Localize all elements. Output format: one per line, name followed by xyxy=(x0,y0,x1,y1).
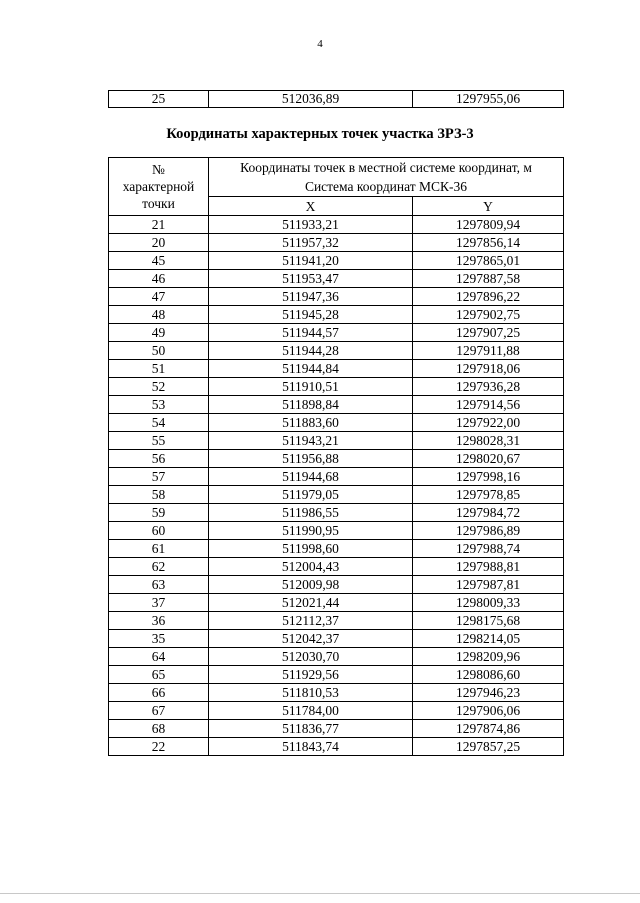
table-row xyxy=(109,576,564,594)
x-coordinate-cell: 511943,21 xyxy=(209,432,413,450)
point-number-cell: 46 xyxy=(109,270,209,288)
table-row xyxy=(109,720,564,738)
point-number-cell: 65 xyxy=(109,666,209,684)
coordinates-table xyxy=(108,157,564,756)
table-row xyxy=(109,486,564,504)
x-coordinate-cell: 511810,53 xyxy=(209,684,413,702)
point-number-cell: 35 xyxy=(109,630,209,648)
table-row xyxy=(109,216,564,234)
table-row xyxy=(109,648,564,666)
point-number-cell: 45 xyxy=(109,252,209,270)
x-coordinate-cell: 511944,68 xyxy=(209,468,413,486)
x-column-header: X xyxy=(209,197,413,216)
y-coordinate-cell: 1297911,88 xyxy=(413,342,564,360)
table-row xyxy=(109,288,564,306)
table-row xyxy=(109,504,564,522)
header-num-line1: № xyxy=(152,162,165,177)
x-coordinate-cell: 511944,84 xyxy=(209,360,413,378)
y-coordinate-cell: 1297856,14 xyxy=(413,234,564,252)
y-coordinate-cell: 1297918,06 xyxy=(413,360,564,378)
y-coordinate-cell: 1297857,25 xyxy=(413,738,564,756)
point-number-cell: 21 xyxy=(109,216,209,234)
point-number-cell: 37 xyxy=(109,594,209,612)
table-row xyxy=(109,738,564,756)
x-coordinate-cell: 511998,60 xyxy=(209,540,413,558)
header-num-line2: характерной xyxy=(122,179,195,194)
x-coordinate-cell: 512112,37 xyxy=(209,612,413,630)
table-row xyxy=(109,306,564,324)
x-coordinate-cell: 511944,28 xyxy=(209,342,413,360)
x-coordinate-cell: 512030,70 xyxy=(209,648,413,666)
x-coordinate-cell: 511843,74 xyxy=(209,738,413,756)
y-coordinate-cell: 1297987,81 xyxy=(413,576,564,594)
y-coordinate-cell: 1297988,74 xyxy=(413,540,564,558)
point-number-cell: 51 xyxy=(109,360,209,378)
table-body xyxy=(109,216,564,756)
y-coordinate-cell: 1297984,72 xyxy=(413,504,564,522)
y-coordinate-cell: 1298028,31 xyxy=(413,432,564,450)
point-number-cell: 61 xyxy=(109,540,209,558)
x-coordinate-cell: 511957,32 xyxy=(209,234,413,252)
y-coordinate-cell: 1297986,89 xyxy=(413,522,564,540)
point-number-cell: 58 xyxy=(109,486,209,504)
table-row xyxy=(109,432,564,450)
x-coordinate-cell: 511898,84 xyxy=(209,396,413,414)
bottom-divider xyxy=(0,893,640,894)
table-row xyxy=(109,414,564,432)
table-row xyxy=(109,684,564,702)
point-number-cell: 36 xyxy=(109,612,209,630)
point-number-cell: 66 xyxy=(109,684,209,702)
point-number-cell: 47 xyxy=(109,288,209,306)
coordinates-header xyxy=(209,158,564,197)
y-coordinate-cell: 1297902,75 xyxy=(413,306,564,324)
point-number-header xyxy=(109,158,209,216)
section-title: Координаты характерных точек участка ЗРЗ-3 xyxy=(166,126,474,142)
point-number-cell: 59 xyxy=(109,504,209,522)
table-header-row xyxy=(109,158,564,197)
table-row xyxy=(109,540,564,558)
y-coordinate-cell: 1297896,22 xyxy=(413,288,564,306)
y-coordinate-cell: 1297887,58 xyxy=(413,270,564,288)
table-row xyxy=(109,270,564,288)
table-row xyxy=(109,450,564,468)
point-number-cell: 53 xyxy=(109,396,209,414)
y-coordinate-cell: 1297865,01 xyxy=(413,252,564,270)
table-row xyxy=(109,396,564,414)
point-number-cell: 57 xyxy=(109,468,209,486)
table-row xyxy=(109,234,564,252)
table-row xyxy=(109,666,564,684)
y-column-header: Y xyxy=(413,197,564,216)
table-row xyxy=(109,468,564,486)
y-coordinate-cell: 1297907,25 xyxy=(413,324,564,342)
table-row xyxy=(109,91,564,108)
y-coordinate-cell: 1297936,28 xyxy=(413,378,564,396)
x-coordinate-cell: 511784,00 xyxy=(209,702,413,720)
y-coordinate-cell: 1298086,60 xyxy=(413,666,564,684)
table-row xyxy=(109,252,564,270)
table-row xyxy=(109,324,564,342)
point-number-cell: 55 xyxy=(109,432,209,450)
table-row xyxy=(109,612,564,630)
header-coords-line2: Система координат МСК-36 xyxy=(304,179,468,194)
point-number-cell: 60 xyxy=(109,522,209,540)
point-number-cell: 54 xyxy=(109,414,209,432)
table-row xyxy=(109,342,564,360)
point-number-cell: 52 xyxy=(109,378,209,396)
x-coordinate-cell: 511945,28 xyxy=(209,306,413,324)
table-row xyxy=(109,630,564,648)
table-row xyxy=(109,378,564,396)
point-number-cell: 64 xyxy=(109,648,209,666)
x-coordinate-cell: 512042,37 xyxy=(209,630,413,648)
x-coordinate-cell: 511979,05 xyxy=(209,486,413,504)
table-row xyxy=(109,360,564,378)
point-number-cell: 56 xyxy=(109,450,209,468)
y-coordinate-cell: 1297906,06 xyxy=(413,702,564,720)
x-coordinate-cell: 511883,60 xyxy=(209,414,413,432)
y-coordinate-cell: 1297874,86 xyxy=(413,720,564,738)
y-coordinate-cell: 1298175,68 xyxy=(413,612,564,630)
x-coordinate-cell: 511956,88 xyxy=(209,450,413,468)
point-number-cell: 48 xyxy=(109,306,209,324)
y-coordinate-cell: 1297955,06 xyxy=(413,91,564,108)
x-coordinate-cell: 512021,44 xyxy=(209,594,413,612)
table-row xyxy=(109,594,564,612)
point-number-cell: 62 xyxy=(109,558,209,576)
x-coordinate-cell: 511947,36 xyxy=(209,288,413,306)
x-coordinate-cell: 511953,47 xyxy=(209,270,413,288)
x-coordinate-cell: 511933,21 xyxy=(209,216,413,234)
x-coordinate-cell: 511944,57 xyxy=(209,324,413,342)
table-row xyxy=(109,702,564,720)
y-coordinate-cell: 1298209,96 xyxy=(413,648,564,666)
y-coordinate-cell: 1297978,85 xyxy=(413,486,564,504)
point-number-cell: 68 xyxy=(109,720,209,738)
y-coordinate-cell: 1297914,56 xyxy=(413,396,564,414)
point-number-cell: 22 xyxy=(109,738,209,756)
x-coordinate-cell: 512036,89 xyxy=(209,91,413,108)
y-coordinate-cell: 1298009,33 xyxy=(413,594,564,612)
point-number-cell: 25 xyxy=(109,91,209,108)
x-coordinate-cell: 512009,98 xyxy=(209,576,413,594)
y-coordinate-cell: 1297922,00 xyxy=(413,414,564,432)
x-coordinate-cell: 512004,43 xyxy=(209,558,413,576)
point-number-cell: 20 xyxy=(109,234,209,252)
y-coordinate-cell: 1298214,05 xyxy=(413,630,564,648)
x-coordinate-cell: 511910,51 xyxy=(209,378,413,396)
y-coordinate-cell: 1297809,94 xyxy=(413,216,564,234)
point-number-cell: 63 xyxy=(109,576,209,594)
y-coordinate-cell: 1297998,16 xyxy=(413,468,564,486)
header-coords-line1: Координаты точек в местной системе координат, м xyxy=(240,160,532,175)
header-num-line3: точки xyxy=(142,196,175,211)
x-coordinate-cell: 511986,55 xyxy=(209,504,413,522)
continuation-table xyxy=(108,90,564,108)
y-coordinate-cell: 1297988,81 xyxy=(413,558,564,576)
point-number-cell: 49 xyxy=(109,324,209,342)
table-row xyxy=(109,522,564,540)
x-coordinate-cell: 511836,77 xyxy=(209,720,413,738)
table-row xyxy=(109,558,564,576)
y-coordinate-cell: 1298020,67 xyxy=(413,450,564,468)
x-coordinate-cell: 511941,20 xyxy=(209,252,413,270)
point-number-cell: 50 xyxy=(109,342,209,360)
point-number-cell: 67 xyxy=(109,702,209,720)
x-coordinate-cell: 511929,56 xyxy=(209,666,413,684)
y-coordinate-cell: 1297946,23 xyxy=(413,684,564,702)
x-coordinate-cell: 511990,95 xyxy=(209,522,413,540)
page-number: 4 xyxy=(317,38,323,50)
